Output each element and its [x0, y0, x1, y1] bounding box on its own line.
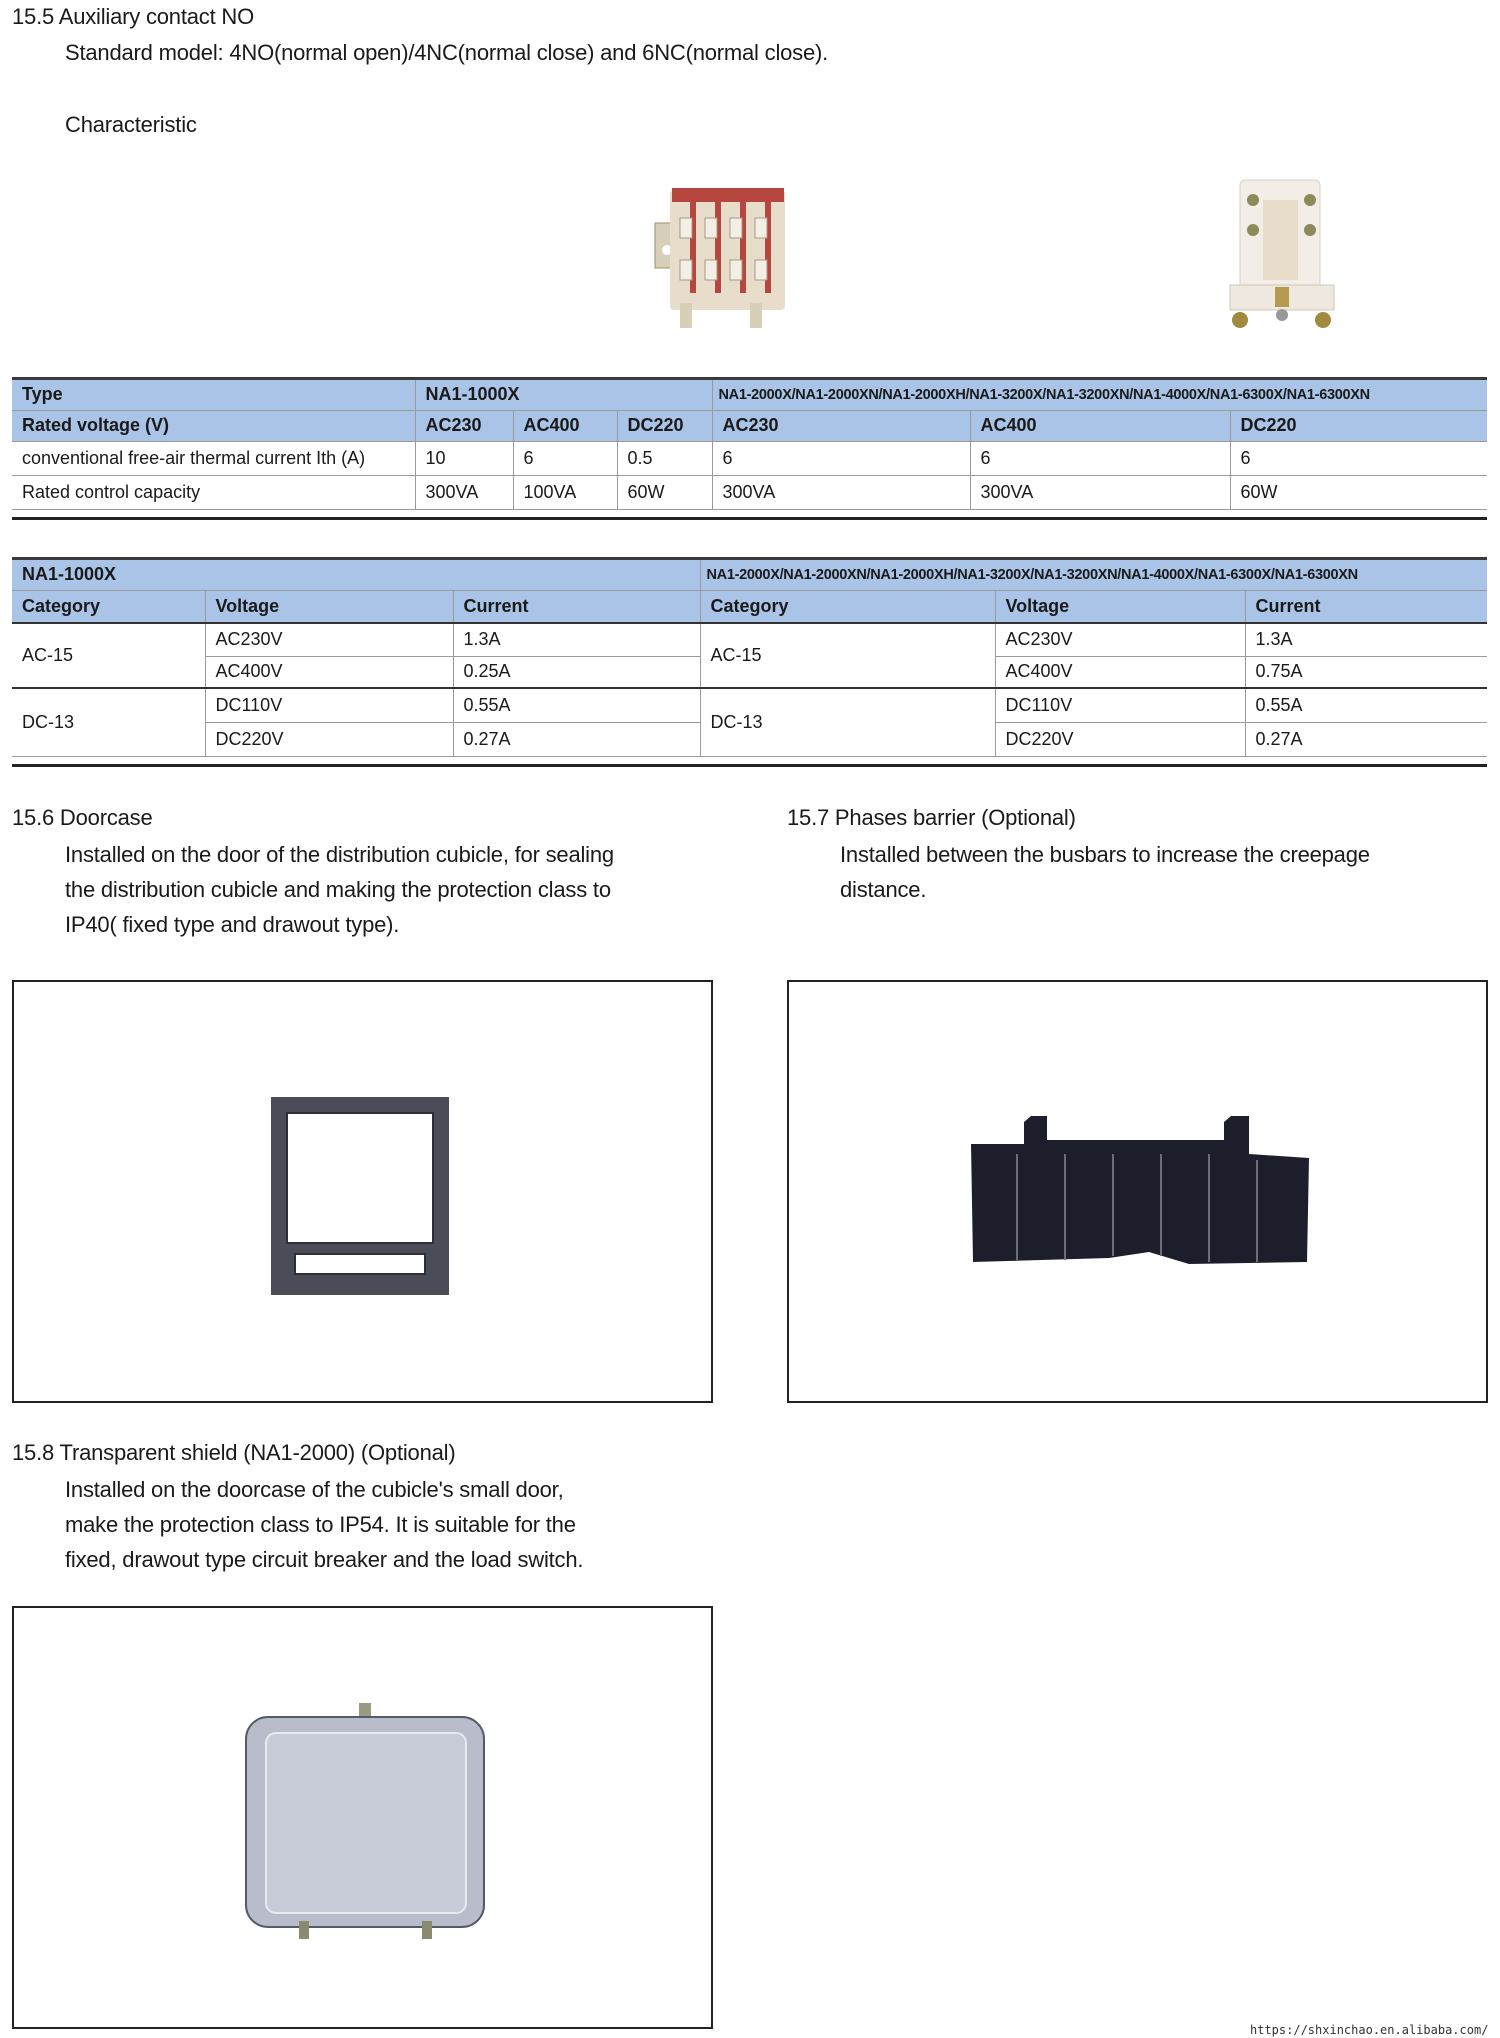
type-group-na1-2000x-series: NA1-2000X/NA1-2000XN/NA1-2000XH/NA1-3200X/NA1-3200XN/NA1-4000X/NA1-6300X/NA1-6300XN	[712, 380, 1487, 410]
control-capacity-value: 60W	[617, 475, 712, 509]
control-capacity-value: 300VA	[415, 475, 513, 509]
voltage-cell: AC230V	[205, 623, 453, 656]
table2-bottom-rule	[12, 764, 1487, 767]
table2-row-groups	[12, 560, 1487, 590]
column-header-voltage: Voltage	[205, 590, 453, 623]
category-cell: AC-15	[12, 623, 205, 688]
rated-voltage-value: AC230	[712, 410, 970, 441]
text-line: Installed on the doorcase of the cubicle's small door,	[65, 1477, 564, 1502]
voltage-cell: DC110V	[995, 688, 1245, 722]
rated-voltage-value: DC220	[1230, 410, 1487, 441]
category-cell: DC-13	[700, 688, 995, 756]
current-cell: 0.55A	[453, 688, 700, 722]
doorcase-image-frame	[12, 980, 713, 1403]
phases-barrier-image	[969, 1112, 1309, 1272]
thermal-current-value: 0.5	[617, 441, 712, 475]
group-na1-1000x: NA1-1000X	[12, 560, 700, 590]
current-cell: 0.25A	[453, 656, 700, 688]
text-line: Installed on the door of the distribution cubicle, for sealing	[65, 842, 614, 867]
table1-row-control-capacity	[12, 475, 1487, 509]
section-15-5-title: 15.5 Auxiliary contact NO	[12, 4, 255, 29]
table-row	[12, 623, 1487, 656]
category-cell: AC-15	[700, 623, 995, 688]
voltage-cell: DC220V	[995, 722, 1245, 756]
text-line: IP40( fixed type and drawout type).	[65, 912, 400, 937]
table1-row-type	[12, 380, 1487, 410]
rated-voltage-value: AC400	[970, 410, 1230, 441]
rated-characteristics-table	[12, 380, 1487, 510]
text-line: fixed, drawout type circuit breaker and the load switch.	[65, 1547, 584, 1572]
thermal-current-value: 6	[1230, 441, 1487, 475]
rated-voltage-value: AC400	[513, 410, 617, 441]
voltage-cell: DC220V	[205, 722, 453, 756]
type-group-na1-1000x: NA1-1000X	[415, 380, 712, 410]
column-header-current: Current	[1245, 590, 1487, 623]
transparent-shield-image-frame	[12, 1606, 713, 2029]
thermal-current-value: 6	[970, 441, 1230, 475]
control-capacity-value: 100VA	[513, 475, 617, 509]
section-15-6-text	[65, 837, 614, 942]
thermal-current-value: 6	[513, 441, 617, 475]
current-cell: 1.3A	[453, 623, 700, 656]
section-15-8-text	[65, 1472, 583, 1577]
control-capacity-label: Rated control capacity	[12, 475, 415, 509]
table1-bottom-rule	[12, 517, 1487, 520]
section-15-7-title: 15.7 Phases barrier (Optional)	[787, 805, 1076, 830]
section-15-8-title: 15.8 Transparent shield (NA1-2000) (Optional)	[12, 1440, 456, 1465]
utilization-category-table	[12, 560, 1487, 757]
current-cell: 0.75A	[1245, 656, 1487, 688]
control-capacity-value: 60W	[1230, 475, 1487, 509]
column-header-current: Current	[453, 590, 700, 623]
voltage-cell: AC400V	[995, 656, 1245, 688]
control-capacity-value: 300VA	[712, 475, 970, 509]
text-line: make the protection class to IP54. It is suitable for the	[65, 1512, 576, 1537]
category-cell: DC-13	[12, 688, 205, 756]
footer-url: https://shxinchao.en.alibaba.com/	[1250, 2023, 1489, 2037]
column-header-category: Category	[700, 590, 995, 623]
doorcase-image	[271, 1097, 449, 1295]
table1-row-rated-voltage	[12, 410, 1487, 441]
table1-row-thermal-current	[12, 441, 1487, 475]
current-cell: 1.3A	[1245, 623, 1487, 656]
section-15-5-text: Standard model: 4NO(normal open)/4NC(normal close) and 6NC(normal close).	[65, 40, 829, 65]
rated-voltage-value: AC230	[415, 410, 513, 441]
section-15-7-text	[840, 837, 1370, 907]
voltage-cell: AC230V	[995, 623, 1245, 656]
text-line: the distribution cubicle and making the protection class to	[65, 877, 611, 902]
voltage-cell: AC400V	[205, 656, 453, 688]
rated-voltage-value: DC220	[617, 410, 712, 441]
current-cell: 0.27A	[1245, 722, 1487, 756]
transparent-shield-image	[244, 1703, 494, 1943]
auxiliary-contact-4no-image	[650, 178, 800, 333]
group-na1-2000x-series: NA1-2000X/NA1-2000XN/NA1-2000XH/NA1-3200X/NA1-3200XN/NA1-4000X/NA1-6300X/NA1-6300XN	[700, 560, 1487, 590]
column-header-category: Category	[12, 590, 205, 623]
auxiliary-contact-6nc-image	[1228, 175, 1338, 335]
thermal-current-value: 6	[712, 441, 970, 475]
characteristic-heading: Characteristic	[65, 112, 197, 137]
thermal-current-label: conventional free-air thermal current Ith (A)	[12, 441, 415, 475]
type-label: Type	[12, 380, 415, 410]
phases-barrier-image-frame	[787, 980, 1488, 1403]
control-capacity-value: 300VA	[970, 475, 1230, 509]
thermal-current-value: 10	[415, 441, 513, 475]
rated-voltage-label: Rated voltage (V)	[12, 410, 415, 441]
text-line: distance.	[840, 877, 927, 902]
current-cell: 0.27A	[453, 722, 700, 756]
voltage-cell: DC110V	[205, 688, 453, 722]
section-15-6-title: 15.6 Doorcase	[12, 805, 153, 830]
table-row	[12, 688, 1487, 722]
current-cell: 0.55A	[1245, 688, 1487, 722]
text-line: Installed between the busbars to increase the creepage	[840, 842, 1370, 867]
table2-row-headers	[12, 590, 1487, 623]
column-header-voltage: Voltage	[995, 590, 1245, 623]
